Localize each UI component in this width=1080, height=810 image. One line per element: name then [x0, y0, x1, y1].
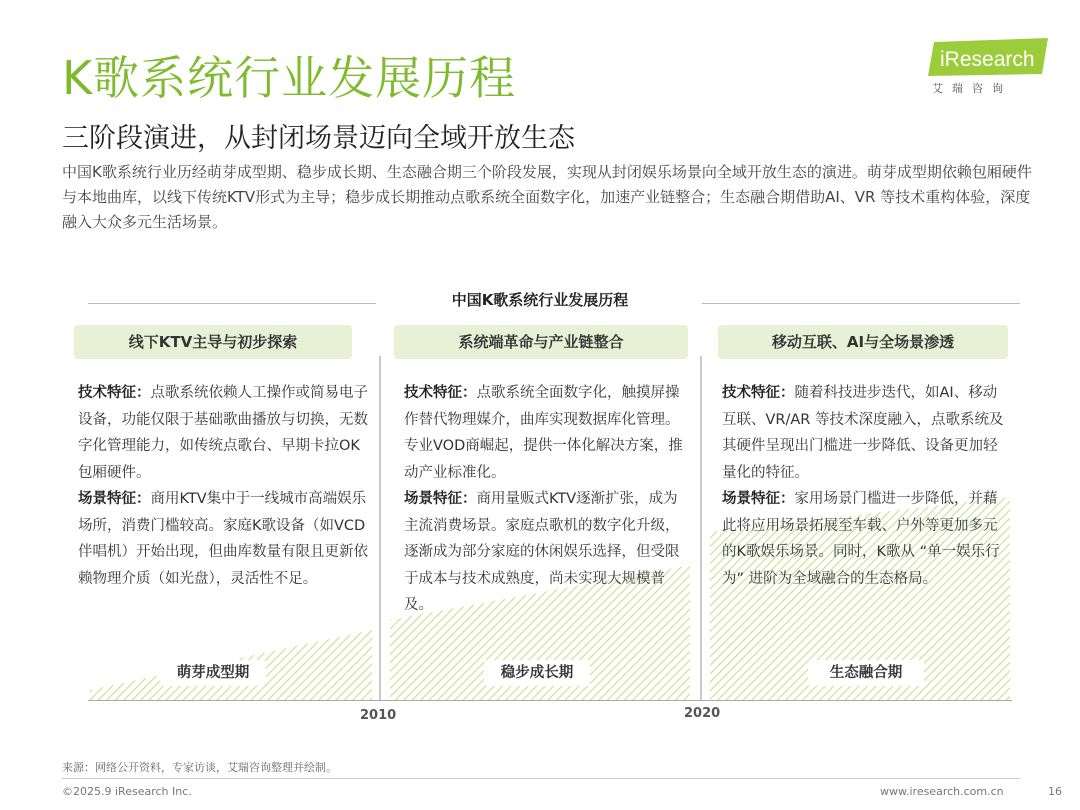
- phase-2-tech: [404, 380, 690, 486]
- year-2010: 2010: [360, 708, 397, 723]
- website-link[interactable]: www.iresearch.com.cn: [880, 785, 1004, 798]
- logo-subtext: 艾瑞咨询: [932, 82, 1012, 95]
- scene-label: 场景特征：: [404, 491, 477, 507]
- stage-label-2: 稳步成长期: [484, 660, 590, 686]
- tech-label: 技术特征：: [404, 385, 477, 401]
- tech-label: 技术特征：: [722, 385, 795, 401]
- phase-head-1: 线下KTV主导与初步探索: [74, 325, 352, 359]
- tech-text: 点歌系统全面数字化，触摸屏操作替代物理媒介，曲库实现数据库化管理。专业VOD商崛起，提供一体化解决方案，推动产业标准化。: [404, 385, 683, 481]
- stage-label-3: 生态融合期: [808, 660, 924, 686]
- scene-text: 商用量贩式KTV逐渐扩张，成为主流消费场景。家庭点歌机的数字化升级，逐渐成为部分家庭的休闲娱乐选择，但受限于成本与技术成熟度，尚未实现大规模普及。: [404, 491, 680, 613]
- source-note: 来源：网络公开资料，专家访谈，艾瑞咨询整理并绘制。: [62, 761, 337, 774]
- intro-paragraph: 中国K歌系统行业历经萌芽成型期、稳步成长期、生态融合期三个阶段发展，实现从封闭娱乐场景向全域开放生态的演进。萌芽成型期依赖包厢硬件与本地曲库，以线下传统KTV形式为主导；稳步成长期推动点歌系统全面数字化，加速产业链整合；生态融合期借助AI、VR 等技术重构体验，深度融入大众多元生活场景。: [62, 163, 1032, 231]
- year-2020: 2020: [684, 706, 721, 721]
- scene-text: 家用场景门槛进一步降低，并藉此将应用场景拓展至车载、户外等更加多元的K歌娱乐场景。同时，K歌从 “单一娱乐行为” 进阶为全域融合的生态格局。: [722, 491, 1000, 587]
- logo-wordmark: iResearch: [940, 48, 1035, 71]
- tech-label: 技术特征：: [78, 385, 151, 401]
- page-number: 16: [1048, 785, 1062, 798]
- divider-2010: [379, 356, 381, 700]
- page-subtitle: 三阶段演进，从封闭场景迈向全域开放生态: [62, 123, 575, 154]
- divider-2020: [700, 356, 702, 700]
- scene-text: 商用KTV集中于一线城市高端娱乐场所，消费门槛较高。家庭K歌设备（如VCD伴唱机）开始出现，但曲库数量有限且更新依赖物理介质（如光盘），灵活性不足。: [78, 491, 368, 587]
- phase-3-scene: [722, 486, 1010, 592]
- footer-rule: [62, 778, 1020, 779]
- scene-label: 场景特征：: [722, 491, 795, 507]
- tech-text: 随着科技进步迭代，如AI、移动互联、VR/AR 等技术深度融入，点歌系统及其硬件呈现出门槛进一步降低、设备更加轻量化的特征。: [722, 385, 1004, 481]
- phase-2-text: [404, 380, 690, 619]
- phase-head-2: 系统端革命与产业链整合: [394, 325, 688, 359]
- tech-text: 点歌系统依赖人工操作或简易电子设备，功能仅限于基础歌曲播放与切换，无数字化管理能力，如传统点歌台、早期卡拉OK包厢硬件。: [78, 385, 368, 481]
- phase-3-text: [722, 380, 1010, 592]
- phase-3-tech: [722, 380, 1010, 486]
- copyright: ©2025.9 iResearch Inc.: [62, 785, 192, 798]
- phase-1-scene: [78, 486, 370, 592]
- phase-1-text: [78, 380, 370, 592]
- phase-head-3: 移动互联、AI与全场景渗透: [718, 325, 1008, 359]
- stage-label-1: 萌芽成型期: [160, 660, 266, 686]
- scene-label: 场景特征：: [78, 491, 151, 507]
- chart-title: 中国K歌系统行业发展历程: [451, 291, 629, 309]
- phase-2-scene: [404, 486, 690, 619]
- timeline-axis: [88, 700, 1012, 701]
- phase-1-tech: [78, 380, 370, 486]
- page-title: K歌系统行业发展历程: [62, 51, 517, 105]
